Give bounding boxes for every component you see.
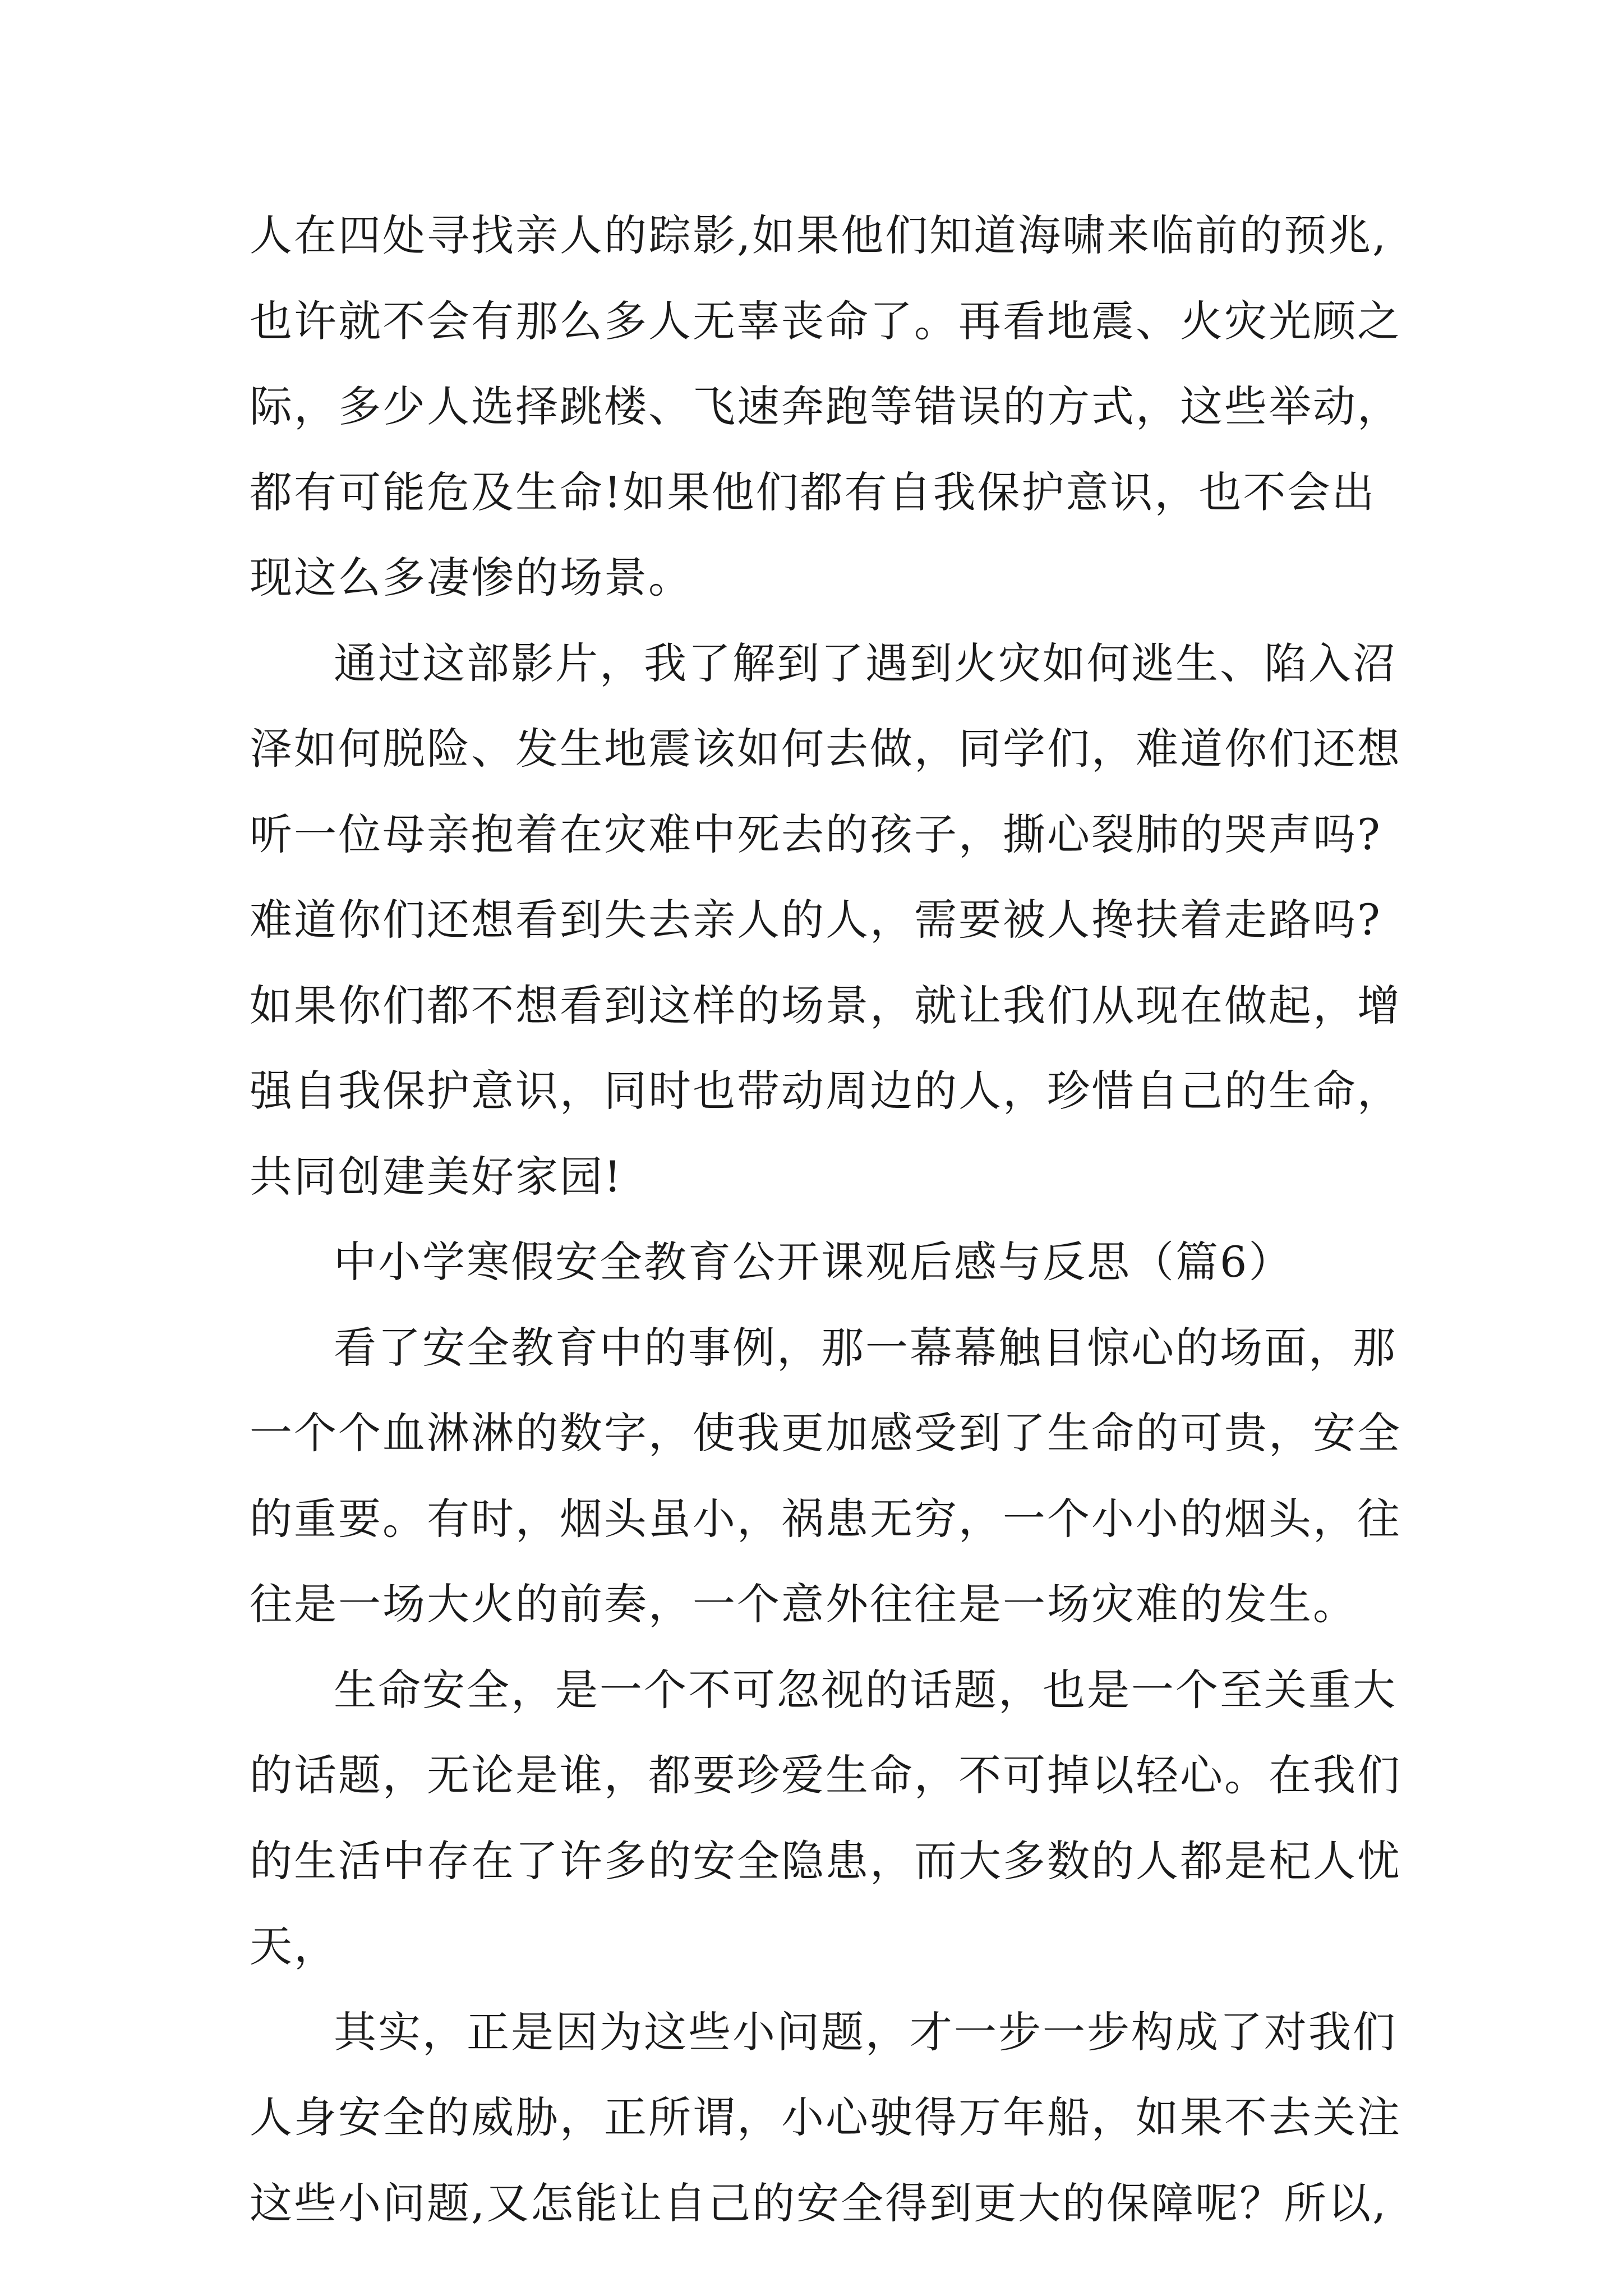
text-line: 泽如何脱险、发生地震该如何去做，同学们，难道你们还想: [250, 724, 1401, 774]
text-line: 际，多少人选择跳楼、飞速奔跑等错误的方式，这些举动，: [250, 381, 1401, 431]
paragraph-first-line: 通过这部影片，我了解到了遇到火灾如何逃生、陷入沼: [334, 638, 1397, 688]
text-line: 听一位母亲抱着在灾难中死去的孩子，撕心裂肺的哭声吗?: [250, 809, 1382, 859]
text-line: 都有可能危及生命!如果他们都有自我保护意识，也不会出: [250, 467, 1376, 517]
text-line: 的重要。有时，烟头虽小，祸患无穷，一个小小的烟头，往: [250, 1494, 1401, 1544]
text-line: 强自我保护意识，同时也带动周边的人，珍惜自己的生命，: [250, 1066, 1401, 1116]
paragraph-first-line: 生命安全，是一个不可忽视的话题，也是一个至关重大: [334, 1665, 1397, 1715]
text-line: 现这么多凄惨的场景。: [250, 553, 693, 602]
paragraph-first-line: 其实，正是因为这些小问题，才一步一步构成了对我们: [334, 2007, 1397, 2057]
text-line: 共同创建美好家园!: [250, 1152, 623, 1202]
text-line: 人身安全的威胁，正所谓，小心驶得万年船，如果不去关注: [250, 2092, 1401, 2142]
section-heading: 中小学寒假安全教育公开课观后感与反思（篇6）: [334, 1237, 1293, 1287]
text-line: 如果你们都不想看到这样的场景，就让我们从现在做起，增: [250, 981, 1401, 1030]
text-line: 的话题，无论是谁，都要珍爱生命，不可掉以轻心。在我们: [250, 1750, 1401, 1800]
text-line: 也许就不会有那么多人无辜丧命了。再看地震、火灾光顾之: [250, 296, 1401, 346]
text-line: 的生活中存在了许多的安全隐患，而大多数的人都是杞人忧: [250, 1836, 1401, 1886]
text-line: 人在四处寻找亲人的踪影,如果他们知道海啸来临前的预兆,: [250, 210, 1388, 260]
text-line: 这些小问题,又怎能让自己的安全得到更大的保障呢？所以,: [250, 2178, 1388, 2228]
text-line: 一个个血淋淋的数字，使我更加感受到了生命的可贵，安全: [250, 1408, 1401, 1458]
text-line: 难道你们还想看到失去亲人的人，需要被人搀扶着走路吗?: [250, 895, 1382, 945]
paragraph-first-line: 看了安全教育中的事例，那一幕幕触目惊心的场面，那: [334, 1323, 1397, 1373]
text-line: 往是一场大火的前奏，一个意外往往是一场灾难的发生。: [250, 1579, 1357, 1629]
text-line: 天，: [250, 1921, 338, 1971]
